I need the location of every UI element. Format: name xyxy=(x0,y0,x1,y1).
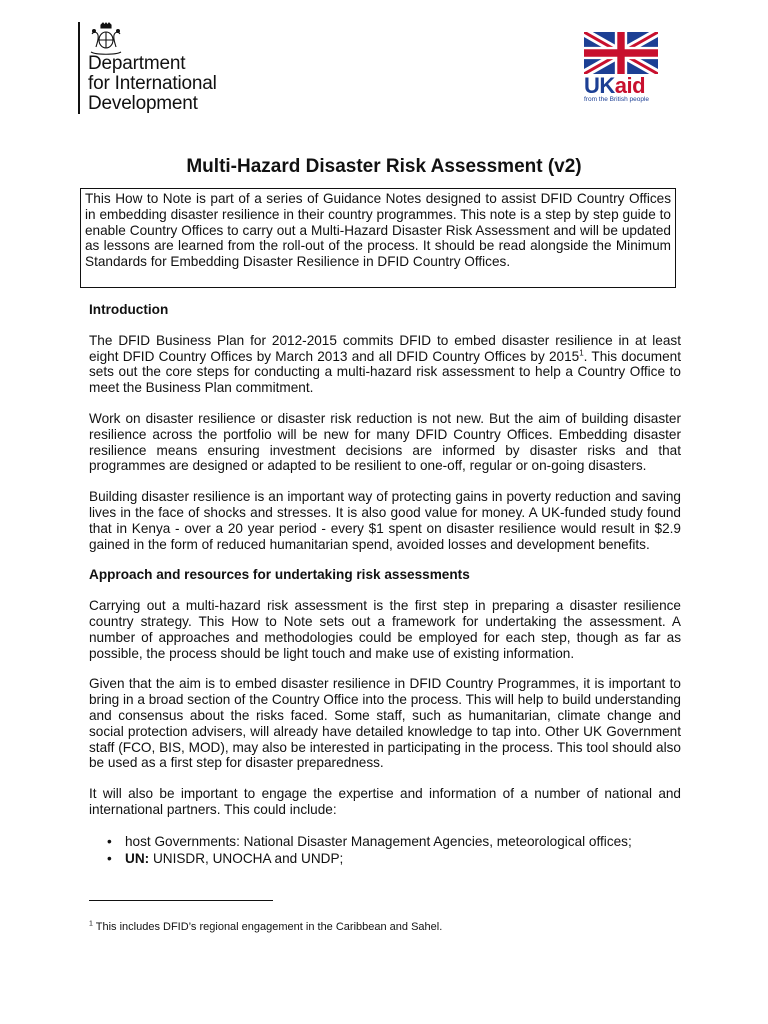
intro-p1-text-cont: . This document sets out the core steps for conducting a multi-hazard risk assessment to help a Country Office to meet the Business Plan commitment. xyxy=(89,348,681,396)
list-item xyxy=(89,850,681,867)
department-name-line-1: Department xyxy=(88,53,186,74)
logo-divider xyxy=(78,22,80,114)
introduction-heading: Introduction xyxy=(89,302,169,317)
department-name-line-3: Development xyxy=(88,93,198,114)
approach-paragraph-2: Given that the aim is to embed disaster resilience in DFID Country Programmes, it is important to bring in a broad section of the Country Office into the process. This will help to build understanding and consensus about the risks faced. Some staff, such as humanitarian, climate change and social protection advisers, will already have detailed knowledge to tap into. Other UK Government staff (FCO, BIS, MOD), may also be interested in participating in the process. This tool should also be used as a first step for disaster preparedness. xyxy=(89,676,681,771)
partners-list xyxy=(89,833,681,867)
document-body xyxy=(89,302,681,867)
approach-paragraph-1: Carrying out a multi-hazard risk assessment is the first step in preparing a disaster resilience country strategy. This How to Note sets out a framework for undertaking the assessment. A number of approaches and methodologies could be employed for each step, though as far as possible, the process should be light touch and make use of existing information. xyxy=(89,598,681,661)
list-item-lead: UN: xyxy=(125,850,150,866)
union-flag-icon xyxy=(584,32,658,74)
department-name-line-2: for International xyxy=(88,73,217,94)
ukaid-logo xyxy=(584,32,664,103)
intro-p1-text: The DFID Business Plan for 2012-2015 commits DFID to embed disaster resilience in at least eight DFID Country Offices by March 2013 and all DFID Country Offices by 2015 xyxy=(89,332,681,364)
royal-crest-icon xyxy=(86,22,126,56)
ukaid-wordmark xyxy=(584,75,664,97)
introduction-paragraph-2: Work on disaster resilience or disaster risk reduction is not new. But the aim of building disaster resilience across the portfolio will be new for many DFID Country Offices. Embedding disaster resilience means ensuring investment decisions are informed by disaster risks and that programmes are designed or adapted to be resilient to one-off, regular or on-going disasters. xyxy=(89,410,681,474)
document-title: Multi-Hazard Disaster Risk Assessment (v2) xyxy=(186,156,582,177)
approach-paragraph-3: It will also be important to engage the expertise and information of a number of national and international partners. This could include: xyxy=(89,786,681,817)
introduction-paragraph-3: Building disaster resilience is an important way of protecting gains in poverty reduction and saving lives in the face of shocks and stresses. It is also good value for money. A UK-funded study found that in Kenya - over a 20 year period - every $1 spent on disaster resilience would result in $2.9 gained in the form of reduced humanitarian spend, avoided losses and development benefits. xyxy=(89,489,681,552)
list-item xyxy=(89,833,681,850)
footnote xyxy=(89,920,681,934)
bullet-icon: • xyxy=(107,833,112,849)
approach-heading: Approach and resources for undertaking risk assessments xyxy=(89,567,470,583)
department-name xyxy=(88,54,217,114)
summary-box: This How to Note is part of a series of Guidance Notes designed to assist DFID Country Offices in embedding disaster resilience in their country programmes. This note is a step by step guide to enable Country Offices to carry out a Multi-Hazard Disaster Risk Assessment and will be updated as lessons are learned from the roll-out of the process. It should be read alongside the Minimum Standards for Embedding Disaster Resilience in DFID Country Offices. xyxy=(80,188,676,288)
introduction-paragraph-1 xyxy=(89,333,681,396)
ukaid-aid: aid xyxy=(614,73,646,98)
footnote-divider xyxy=(89,900,273,901)
list-item-text: host Governments: National Disaster Management Agencies, meteorological offices; xyxy=(125,833,632,849)
footnote-ref[interactable]: 1 xyxy=(579,348,584,358)
ukaid-uk: UK xyxy=(584,73,615,98)
ukaid-tagline: from the British people xyxy=(584,96,650,103)
list-item-text: UNISDR, UNOCHA and UNDP; xyxy=(149,850,344,866)
bullet-icon: • xyxy=(107,850,112,866)
footnote-number: 1 xyxy=(89,920,93,928)
footnote-text: This includes DFID’s regional engagement in the Caribbean and Sahel. xyxy=(92,921,443,933)
